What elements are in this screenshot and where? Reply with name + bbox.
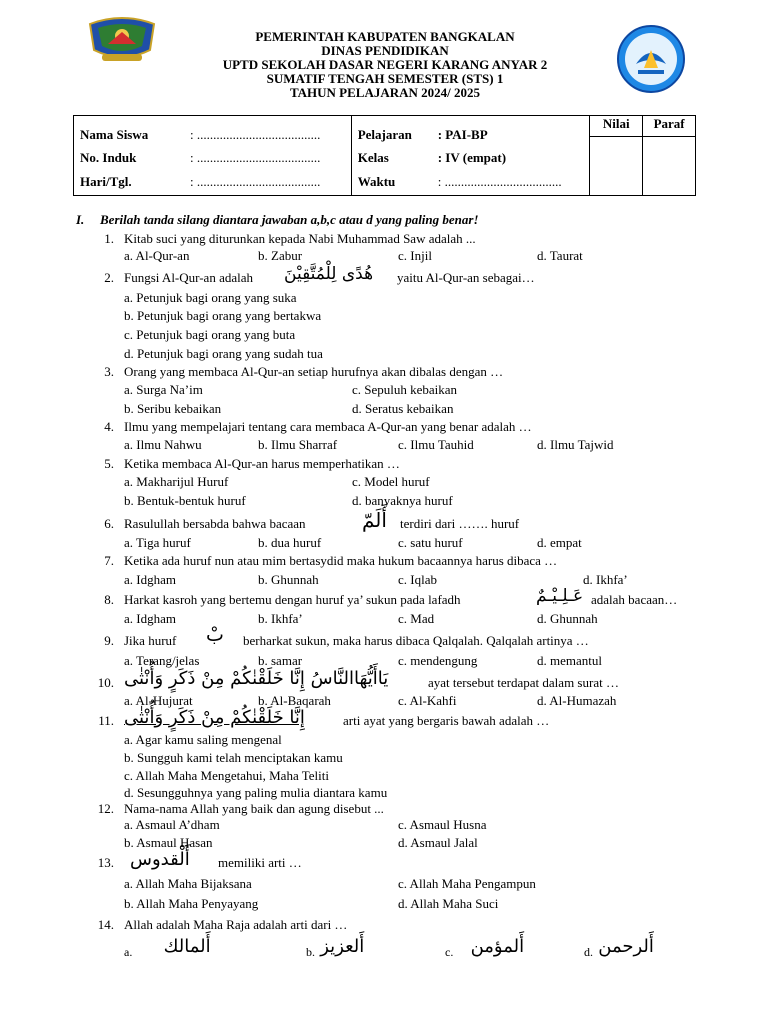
q1-option-d[interactable]: d. Taurat <box>537 248 583 263</box>
question-text: Ilmu yang mempelajari tentang cara membaca A-Qur-an yang benar adalah … <box>124 419 532 434</box>
question-number: 2. <box>104 270 114 285</box>
q13-option-d[interactable]: d. Allah Maha Suci <box>398 896 499 911</box>
question-text-continued: ayat tersebut terdapat dalam surat … <box>428 675 619 690</box>
question-number: 4. <box>104 419 114 434</box>
q12-option-d[interactable]: d. Asmaul Jalal <box>398 835 478 850</box>
bangkalan-regency-logo <box>84 14 160 64</box>
arabic-option: أَلعزيز <box>320 936 365 957</box>
q2-option-b[interactable]: b. Petunjuk bagi orang yang bertakwa <box>124 308 322 323</box>
q7-option-b[interactable]: b. Ghunnah <box>258 572 319 587</box>
header-line-1: PEMERINTAH KABUPATEN BANGKALAN <box>255 29 515 44</box>
option-letter: d. <box>584 945 593 959</box>
q7-option-d[interactable]: d. Ikhfa’ <box>583 572 628 587</box>
student-info-cell <box>74 116 352 196</box>
q3-option-c[interactable]: c. Sepuluh kebaikan <box>352 382 458 397</box>
q12-option-c[interactable]: c. Asmaul Husna <box>398 817 487 832</box>
arabic-letter: بْ <box>206 624 224 646</box>
q14-option-c[interactable] <box>445 936 524 957</box>
q1-option-c[interactable]: c. Injil <box>398 248 432 263</box>
question-number: 8. <box>104 592 114 607</box>
question-number: 1. <box>104 231 114 246</box>
question-number: 6. <box>104 516 114 531</box>
arabic-verse: يَاأَيُّهَاالنَّاسُ إِنَّا خَلَقْنٰكُمْ مِنْ ذَكَرٍ وَأُنْثٰى <box>124 668 389 689</box>
question-text: Harkat kasroh yang bertemu dengan huruf ya’ sukun pada lafadh <box>124 592 461 607</box>
q2-option-a[interactable]: a. Petunjuk bagi orang yang suka <box>124 290 297 305</box>
nama-siswa-field[interactable]: : ...................................... <box>190 127 321 142</box>
q13-option-a[interactable]: a. Allah Maha Bijaksana <box>124 876 252 891</box>
q2-option-c[interactable]: c. Petunjuk bagi orang yang buta <box>124 327 296 342</box>
q13-option-c[interactable]: c. Allah Maha Pengampun <box>398 876 536 891</box>
q8-option-a[interactable]: a. Idgham <box>124 611 176 626</box>
q8-option-c[interactable]: c. Mad <box>398 611 435 626</box>
paraf-header: Paraf <box>643 116 696 137</box>
waktu-label: Waktu <box>357 174 396 189</box>
header-line-3: UPTD SEKOLAH DASAR NEGERI KARANG ANYAR 2 <box>222 57 548 72</box>
q6-option-b[interactable]: b. dua huruf <box>258 535 322 550</box>
header-line-4: SUMATIF TENGAH SEMESTER (STS) 1 <box>266 71 504 86</box>
question-number: 12. <box>97 801 114 816</box>
nilai-header: Nilai <box>590 116 643 137</box>
question-text: Rasulullah bersabda bahwa bacaan <box>124 516 306 531</box>
q6-option-d[interactable]: d. empat <box>537 535 582 550</box>
question-number: 14. <box>97 917 114 932</box>
q11-option-c[interactable]: c. Allah Maha Mengetahui, Maha Teliti <box>124 768 329 783</box>
q4-option-c[interactable]: c. Ilmu Tauhid <box>398 437 474 452</box>
hari-tgl-field[interactable]: : ...................................... <box>190 174 321 189</box>
pelajaran-value: : PAI-BP <box>437 127 488 142</box>
question-text: Ketika membaca Al-Qur-an harus memperhatikan … <box>124 456 400 471</box>
q12-option-b[interactable]: b. Asmaul Hasan <box>124 835 213 850</box>
pelajaran-label: Pelajaran <box>357 127 412 142</box>
q1-option-b[interactable]: b. Zabur <box>258 248 303 263</box>
q6-option-a[interactable]: a. Tiga huruf <box>124 535 191 550</box>
nilai-box[interactable] <box>590 137 643 196</box>
option-letter: c. <box>445 945 454 959</box>
question-number: 3. <box>104 364 114 379</box>
question-text: Jika huruf <box>124 633 177 648</box>
nama-siswa-label: Nama Siswa <box>80 127 149 142</box>
q4-option-d[interactable]: d. Ilmu Tajwid <box>537 437 614 452</box>
arabic-phrase: عَـلِـيْـمٌ <box>536 586 584 606</box>
question-number: 13. <box>97 855 114 870</box>
q4-option-a[interactable]: a. Ilmu Nahwu <box>124 437 202 452</box>
kelas-label: Kelas <box>357 150 389 165</box>
q5-option-b[interactable]: b. Bentuk-bentuk huruf <box>124 493 246 508</box>
question-text-continued: terdiri dari ……. huruf <box>400 516 520 531</box>
q6-option-c[interactable]: c. satu huruf <box>398 535 463 550</box>
q9-option-a[interactable]: a. Terang/jelas <box>124 653 200 668</box>
q5-option-c[interactable]: c. Model huruf <box>352 474 430 489</box>
q14-option-a[interactable] <box>124 936 211 957</box>
q1-option-a[interactable]: a. Al-Qur-an <box>124 248 190 263</box>
q3-option-d[interactable]: d. Seratus kebaikan <box>352 401 454 416</box>
no-induk-label: No. Induk <box>80 150 137 165</box>
arabic-option: أَلرحمن <box>598 936 654 957</box>
subject-info-cell <box>351 116 590 196</box>
q3-option-a[interactable]: a. Surga Na’im <box>124 382 203 397</box>
q11-option-d[interactable]: d. Sesungguhnya yang paling mulia diantara kamu <box>124 785 388 800</box>
q10-option-b[interactable]: b. Al-Baqarah <box>258 693 331 708</box>
q11-option-b[interactable]: b. Sungguh kami telah menciptakan kamu <box>124 750 343 765</box>
q4-option-b[interactable]: b. Ilmu Sharraf <box>258 437 338 452</box>
hari-tgl-label: Hari/Tgl. <box>80 174 132 189</box>
question-text: Kitab suci yang diturunkan kepada Nabi Muhammad Saw adalah ... <box>124 231 476 246</box>
question-text-continued: adalah bacaan… <box>591 592 678 607</box>
header-line-5: TAHUN PELAJARAN 2024/ 2025 <box>289 85 481 100</box>
q7-option-a[interactable]: a. Idgham <box>124 572 176 587</box>
option-letter: a. <box>124 945 133 959</box>
section-number: I. <box>76 212 85 227</box>
header-line-2: DINAS PENDIDIKAN <box>321 43 449 58</box>
q10-option-a[interactable]: a. Al-Hujurat <box>124 693 193 708</box>
question-number: 5. <box>104 456 114 471</box>
question-text-continued: arti ayat yang bergaris bawah adalah … <box>343 713 550 728</box>
kelas-value: : IV (empat) <box>437 150 507 165</box>
arabic-phrase: أَلَمّ <box>362 508 387 532</box>
question-number: 9. <box>104 633 114 648</box>
q5-option-a[interactable]: a. Makharijul Huruf <box>124 474 229 489</box>
q7-option-c[interactable]: c. Iqlab <box>398 572 437 587</box>
question-text: Orang yang membaca Al-Qur-an setiap hurufnya akan dibalas dengan … <box>124 364 504 379</box>
q3-option-b[interactable]: b. Seribu kebaikan <box>124 401 222 416</box>
q12-option-a[interactable]: a. Asmaul A’dham <box>124 817 220 832</box>
tut-wuri-handayani-logo <box>616 24 686 94</box>
question-text: Nama-nama Allah yang baik dan agung disebut ... <box>124 801 384 816</box>
q9-option-b[interactable]: b. samar <box>258 653 303 668</box>
no-induk-field[interactable]: : ...................................... <box>190 150 321 165</box>
q14-option-b[interactable] <box>306 936 364 957</box>
q13-option-b[interactable]: b. Allah Maha Penyayang <box>124 896 259 911</box>
question-number: 7. <box>104 553 114 568</box>
question-number: 11. <box>98 713 114 728</box>
q9-option-d[interactable]: d. memantul <box>537 653 602 668</box>
question-text: Ketika ada huruf nun atau mim bertasydid maka hukum bacaannya harus dibaca … <box>124 553 558 568</box>
arabic-option: أَلمؤمن <box>470 936 525 957</box>
q8-option-b[interactable]: b. Ikhfa’ <box>258 611 303 626</box>
q14-option-d[interactable] <box>584 936 654 957</box>
option-letter: b. <box>306 945 315 959</box>
arabic-word: أَلْقدوس <box>130 849 190 870</box>
question-text: Allah adalah Maha Raja adalah arti dari … <box>124 917 348 932</box>
question-text-continued: memiliki arti … <box>218 855 302 870</box>
section-instruction: Berilah tanda silang diantara jawaban a,b,c atau d yang paling benar! <box>100 212 479 227</box>
q9-option-c[interactable]: c. mendengung <box>398 653 478 668</box>
q11-option-a[interactable]: a. Agar kamu saling mengenal <box>124 732 282 747</box>
document-header <box>190 30 580 100</box>
student-identity-table <box>73 115 696 196</box>
arabic-option: أَلمالك <box>163 936 211 957</box>
q5-option-d[interactable]: d. banyaknya huruf <box>352 493 453 508</box>
question-number: 10. <box>97 675 114 690</box>
q10-option-c[interactable]: c. Al-Kahfi <box>398 693 457 708</box>
paraf-box[interactable] <box>643 137 696 196</box>
question-text-continued: yaitu Al-Qur-an sebagai… <box>397 270 535 285</box>
q8-option-d[interactable]: d. Ghunnah <box>537 611 598 626</box>
arabic-phrase: هُدًى لِلْمُتَّقِيْنَ <box>284 264 374 284</box>
question-text: Fungsi Al-Qur-an adalah <box>124 270 253 285</box>
q10-option-d[interactable]: d. Al-Humazah <box>537 693 617 708</box>
arabic-verse: إِنَّا خَلَقْنٰكُمْ مِنْ ذَكَرٍ وَأُنْثٰى <box>124 707 305 728</box>
q2-option-d[interactable]: d. Petunjuk bagi orang yang sudah tua <box>124 346 323 361</box>
question-text-continued: berharkat sukun, maka harus dibaca Qalqalah. Qalqalah artinya … <box>243 633 589 648</box>
waktu-field[interactable]: : .................................... <box>437 174 562 189</box>
